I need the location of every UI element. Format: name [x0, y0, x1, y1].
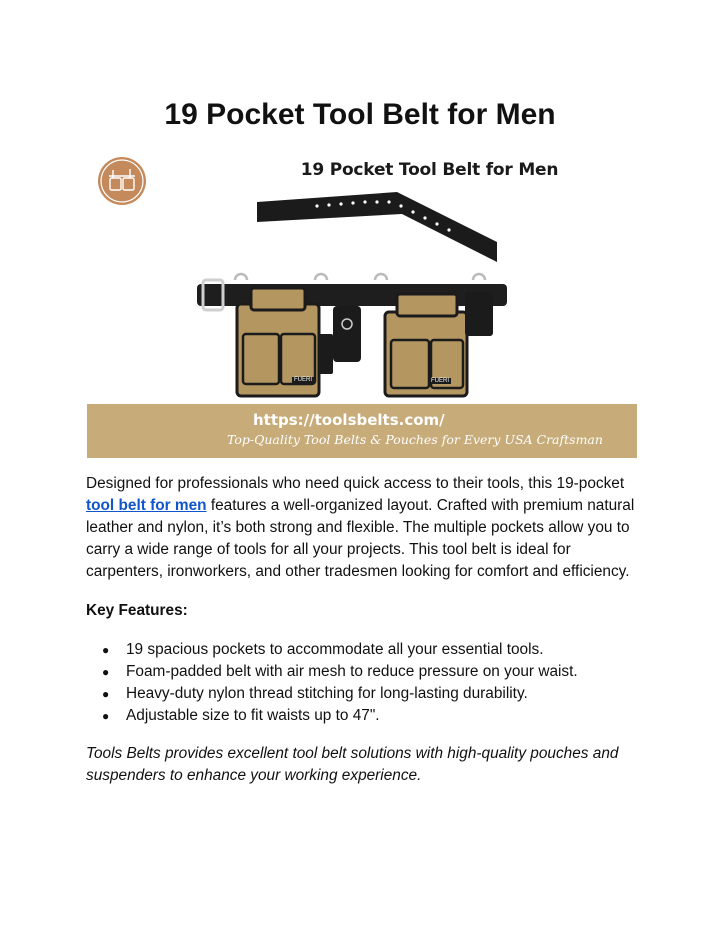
pouch-badge-left: FUERI	[294, 377, 312, 383]
intro-paragraph	[86, 473, 636, 583]
document-body	[86, 473, 636, 787]
page-title: 19 Pocket Tool Belt for Men	[164, 98, 556, 131]
list-item: ● Adjustable size to fit waists up to 47".	[126, 705, 636, 727]
list-item: ● 19 spacious pockets to accommodate all your essential tools.	[126, 639, 636, 661]
intro-text-before: Designed for professionals who need quick access to their tools, this 19-pocket	[86, 475, 625, 492]
hero-image-title: 19 Pocket Tool Belt for Men	[300, 160, 559, 180]
banner-url: https://toolsbelts.com/	[253, 411, 445, 429]
bullet-icon: ●	[102, 643, 110, 657]
pouch-badge-right: FUERI	[431, 378, 449, 384]
closing-paragraph: Tools Belts provides excellent tool belt solutions with high-quality pouches and suspenders to enhance your working experience.	[86, 745, 619, 784]
tool-belt-for-men-link[interactable]: tool belt for men	[86, 497, 207, 514]
tool-belt-illustration	[197, 184, 517, 400]
intro-text-after: features a well-organized layout. Crafted with premium natural leather and nylon, it’s both strong and flexible. The multiple pockets allow you to carry a wide range of tools for all your projects. This tool belt is ideal for carpenters, ironworkers, and other tradesmen looking for comfort and efficiency.	[86, 497, 635, 580]
hero-banner	[87, 404, 637, 458]
bullet-icon: ●	[102, 709, 110, 723]
bullet-icon: ●	[102, 665, 110, 679]
banner-tagline: Top-Quality Tool Belts & Pouches for Every USA Craftsman	[227, 432, 603, 447]
key-features-heading: Key Features:	[86, 602, 188, 619]
list-item: ● Heavy-duty nylon thread stitching for long-lasting durability.	[126, 683, 636, 705]
bullet-icon: ●	[102, 687, 110, 701]
hero-image	[87, 148, 637, 458]
list-item: ● Foam-padded belt with air mesh to reduce pressure on your waist.	[126, 661, 636, 683]
key-features-list	[86, 639, 636, 727]
tool-pouch-logo-icon	[97, 156, 147, 206]
